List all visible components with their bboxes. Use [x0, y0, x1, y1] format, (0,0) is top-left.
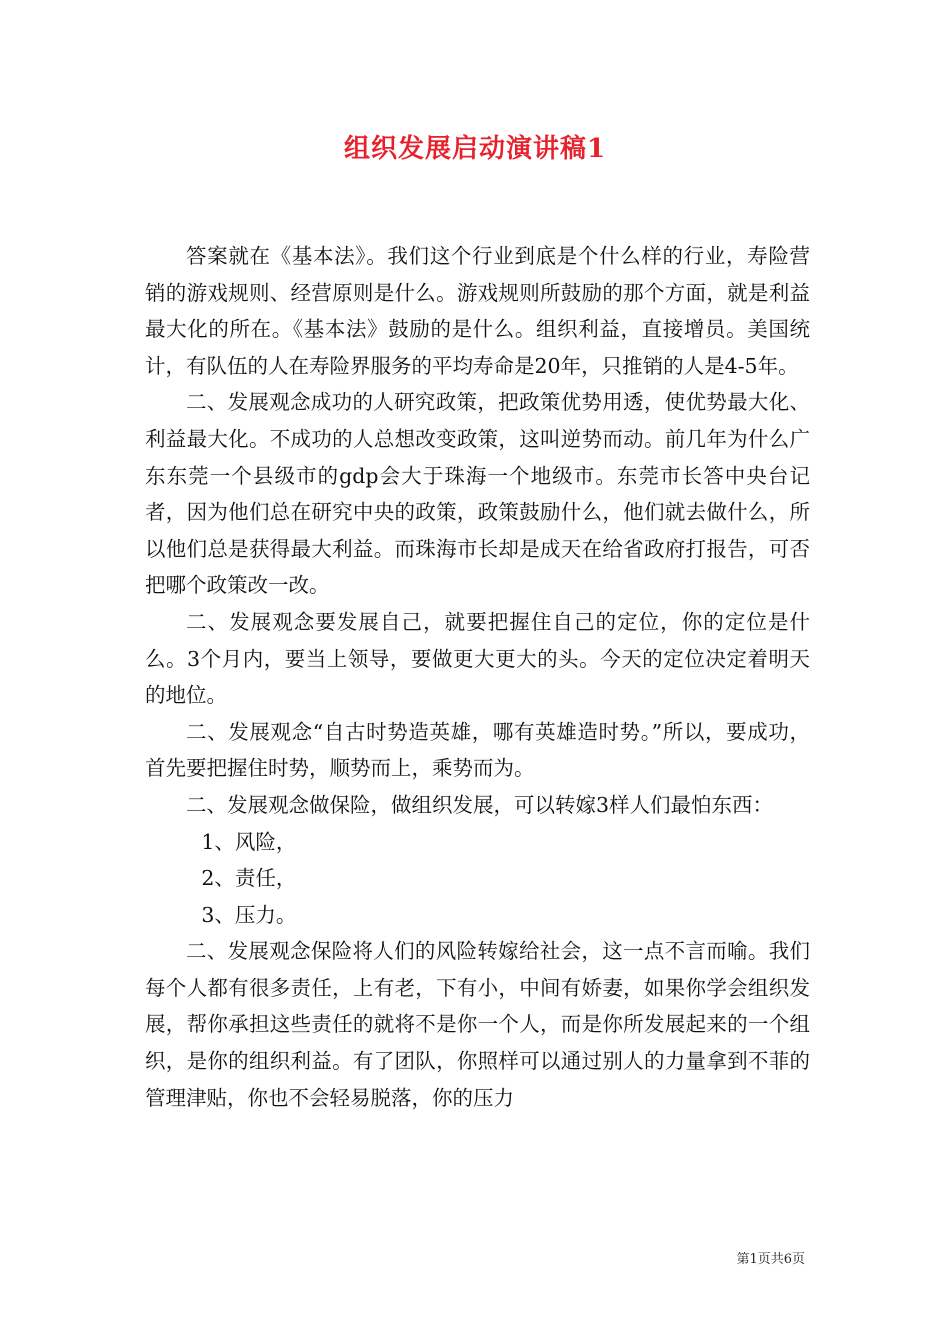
- list-item: 2、责任，: [201, 866, 297, 891]
- paragraph: 二、发展观念“自古时势造英雄，哪有英雄造时势。”所以，要成功，首先要把握住时势，顺势而上，乘势而为。: [145, 719, 810, 781]
- document-body: [145, 238, 810, 1116]
- paragraph: 二、发展观念做保险，做组织发展，可以转嫁3样人们最怕东西：: [186, 792, 774, 817]
- paragraph: 答案就在《基本法》。我们这个行业到底是个什么样的行业，寿险营销的游戏规则、经营原则是什么。游戏规则所鼓励的那个方面，就是利益最大化的所在。《基本法》鼓励的是什么。组织利益，直接增员。美国统计，有队伍的人在寿险界服务的平均寿命是20年，只推销的人是4-5年。: [145, 244, 810, 378]
- paragraph: 二、发展观念成功的人研究政策，把政策优势用透，使优势最大化、利益最大化。不成功的人总想改变政策，这叫逆势而动。前几年为什么广东东莞一个县级市的gdp会大于珠海一个地级市。东莞市长答中央台记者，因为他们总在研究中央的政策，政策鼓励什么，他们就去做什么，所以他们总是获得最大利益。而珠海市长却是成天在给省政府打报告，可否把哪个政策改一改。: [145, 390, 810, 598]
- page-number: 第1页共6页: [736, 1252, 805, 1267]
- paragraph: 二、发展观念保险将人们的风险转嫁给社会，这一点不言而喻。我们每个人都有很多责任，上有老，下有小，中间有娇妻，如果你学会组织发展，帮你承担这些责任的就将不是你一个人，而是你所发展起来的一个组织，是你的组织利益。有了团队，你照样可以通过别人的力量拿到不菲的管理津贴，你也不会轻易脱落，你的压力: [145, 939, 810, 1110]
- list-item: 1、风险，: [201, 829, 297, 854]
- document-title: 组织发展启动演讲稿1: [343, 134, 607, 164]
- list-item: 3、压力。: [201, 902, 297, 927]
- paragraph: 二、发展观念要发展自己，就要把握住自己的定位，你的定位是什么。3个月内，要当上领导，要做更大更大的头。今天的定位决定着明天的地位。: [145, 609, 810, 708]
